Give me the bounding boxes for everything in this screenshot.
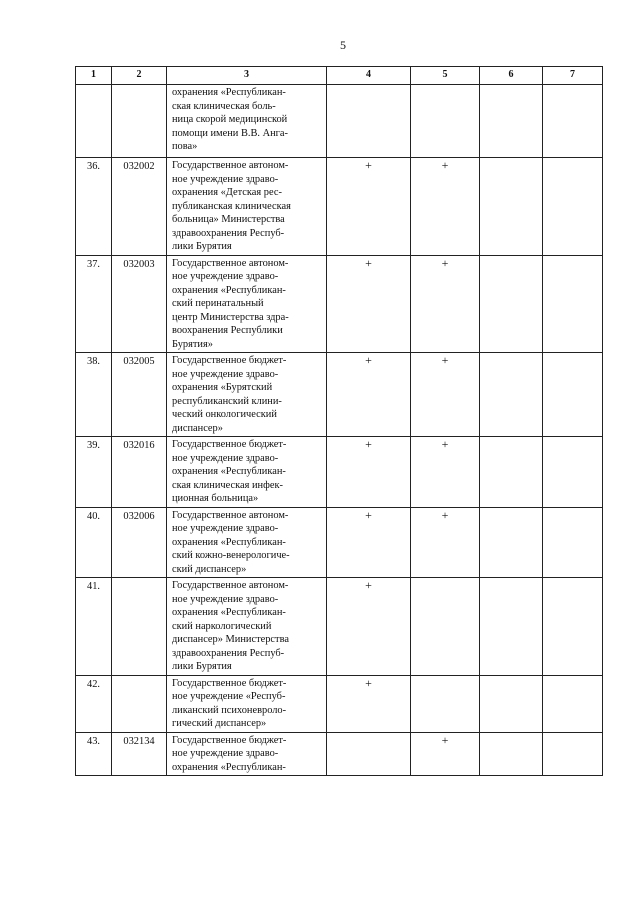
mark-col-7 bbox=[543, 255, 603, 353]
mark-col-7 bbox=[543, 158, 603, 256]
mark-col-7 bbox=[543, 675, 603, 732]
mark-col-4: + bbox=[327, 353, 411, 437]
mark-col-5: + bbox=[411, 353, 480, 437]
mark-col-5 bbox=[411, 578, 480, 676]
row-number: 37. bbox=[76, 255, 112, 353]
mark-col-4 bbox=[327, 732, 411, 776]
document-table bbox=[75, 66, 603, 776]
org-name: Государственное бюджет- ное учреждение здраво- охранения «Бурятский республиканский клини- ческий онкологический диспансер» bbox=[167, 353, 327, 437]
table-row bbox=[76, 158, 603, 256]
mark-col-6 bbox=[480, 85, 543, 158]
mark-col-7 bbox=[543, 437, 603, 508]
mark-col-6 bbox=[480, 158, 543, 256]
column-header: 7 bbox=[543, 67, 603, 85]
table-row bbox=[76, 507, 603, 578]
mark-col-6 bbox=[480, 578, 543, 676]
mark-col-4: + bbox=[327, 675, 411, 732]
column-header: 2 bbox=[112, 67, 167, 85]
org-code: 032016 bbox=[112, 437, 167, 508]
org-name: Государственное бюджет- ное учреждение здраво- охранения «Республикан- bbox=[167, 732, 327, 776]
org-code: 032002 bbox=[112, 158, 167, 256]
org-code bbox=[112, 85, 167, 158]
mark-col-7 bbox=[543, 353, 603, 437]
column-header: 4 bbox=[327, 67, 411, 85]
mark-col-7 bbox=[543, 85, 603, 158]
mark-col-5: + bbox=[411, 732, 480, 776]
row-number: 36. bbox=[76, 158, 112, 256]
org-name: Государственное автоном- ное учреждение здраво- охранения «Республикан- ский кожно-венерологиче- ский диспансер» bbox=[167, 507, 327, 578]
table-row bbox=[76, 255, 603, 353]
mark-col-6 bbox=[480, 507, 543, 578]
org-name: Государственное автоном- ное учреждение здраво- охранения «Республикан- ский наркологический диспансер» Министерства здравоохранения Респуб- лики Бурятия bbox=[167, 578, 327, 676]
table-row bbox=[76, 437, 603, 508]
column-header: 1 bbox=[76, 67, 112, 85]
mark-col-6 bbox=[480, 353, 543, 437]
org-name: охранения «Республикан- ская клиническая боль- ница скорой медицинской помощи имени В.В. Анга- пова» bbox=[167, 85, 327, 158]
org-name: Государственное бюджет- ное учреждение «Респуб- ликанский психоневроло- гический диспансер» bbox=[167, 675, 327, 732]
mark-col-6 bbox=[480, 732, 543, 776]
org-code bbox=[112, 675, 167, 732]
row-number: 41. bbox=[76, 578, 112, 676]
mark-col-7 bbox=[543, 732, 603, 776]
mark-col-4: + bbox=[327, 255, 411, 353]
column-header: 5 bbox=[411, 67, 480, 85]
table-row bbox=[76, 578, 603, 676]
mark-col-6 bbox=[480, 437, 543, 508]
org-name: Государственное автоном- ное учреждение здраво- охранения «Детская рес- публиканская клиническая больница» Министерства здравоохранения Респуб- лики Бурятия bbox=[167, 158, 327, 256]
row-number: 39. bbox=[76, 437, 112, 508]
mark-col-4: + bbox=[327, 158, 411, 256]
column-header: 6 bbox=[480, 67, 543, 85]
row-number: 38. bbox=[76, 353, 112, 437]
org-name: Государственное бюджет- ное учреждение здраво- охранения «Республикан- ская клиническая инфек- ционная больница» bbox=[167, 437, 327, 508]
table-row bbox=[76, 353, 603, 437]
row-number bbox=[76, 85, 112, 158]
row-number: 42. bbox=[76, 675, 112, 732]
table-header-row bbox=[76, 67, 603, 85]
mark-col-4: + bbox=[327, 507, 411, 578]
mark-col-6 bbox=[480, 675, 543, 732]
table-row bbox=[76, 732, 603, 776]
org-code: 032005 bbox=[112, 353, 167, 437]
org-code bbox=[112, 578, 167, 676]
mark-col-5: + bbox=[411, 255, 480, 353]
mark-col-5: + bbox=[411, 507, 480, 578]
mark-col-6 bbox=[480, 255, 543, 353]
mark-col-5: + bbox=[411, 158, 480, 256]
mark-col-5 bbox=[411, 675, 480, 732]
mark-col-7 bbox=[543, 507, 603, 578]
row-number: 43. bbox=[76, 732, 112, 776]
row-number: 40. bbox=[76, 507, 112, 578]
org-code: 032003 bbox=[112, 255, 167, 353]
table-row bbox=[76, 675, 603, 732]
mark-col-5 bbox=[411, 85, 480, 158]
org-code: 032134 bbox=[112, 732, 167, 776]
org-code: 032006 bbox=[112, 507, 167, 578]
page-number: 5 bbox=[340, 38, 346, 52]
mark-col-5: + bbox=[411, 437, 480, 508]
mark-col-4 bbox=[327, 85, 411, 158]
column-header: 3 bbox=[167, 67, 327, 85]
mark-col-4: + bbox=[327, 578, 411, 676]
table-row bbox=[76, 85, 603, 158]
org-name: Государственное автоном- ное учреждение здраво- охранения «Республикан- ский перинатальный центр Министерства здра- воохранения Республики Бурятия» bbox=[167, 255, 327, 353]
mark-col-4: + bbox=[327, 437, 411, 508]
mark-col-7 bbox=[543, 578, 603, 676]
